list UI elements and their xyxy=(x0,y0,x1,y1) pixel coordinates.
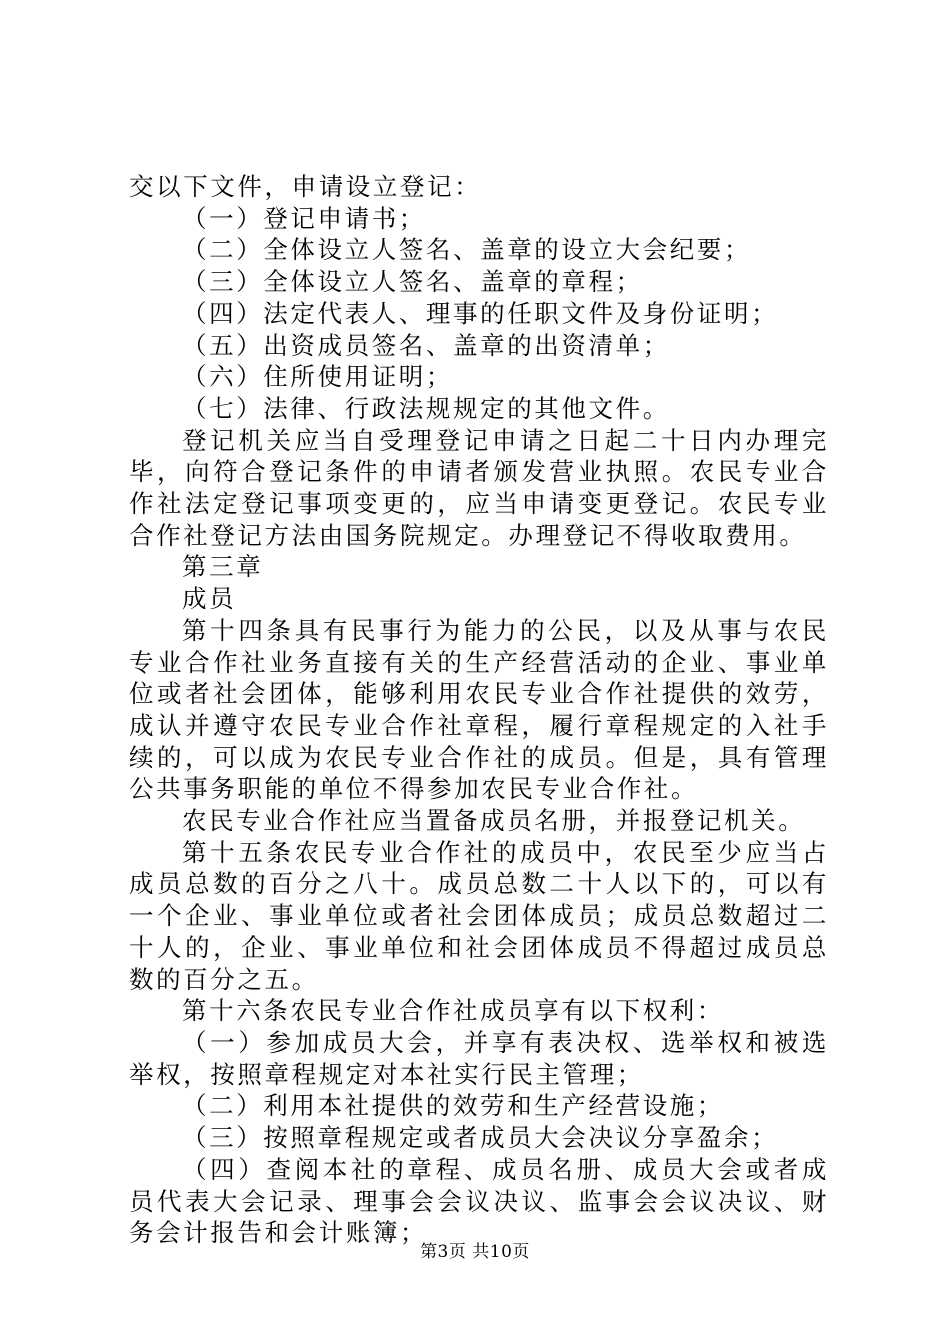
paragraph-6: （六）住所使用证明； xyxy=(182,362,453,392)
paragraph-13: 第十五条农民专业合作社的成员中，农民至少应当占成员总数的百分之八十。成员总数二十人以下的，可以有一个企业、事业单位或者社会团体成员；成员总数超过二十人的，企业、事业单位和社会团体成员不得超过成员总数的百分之五。 xyxy=(129,837,829,994)
page-number-label: 第3页 共10页 xyxy=(420,1242,530,1262)
paragraph-0: 交以下文件，申请设立登记： xyxy=(129,172,482,201)
paragraph-17: （三）按照章程规定或者成员大会决议分享盈余； xyxy=(182,1123,779,1153)
chapter-title: 成员 xyxy=(182,584,237,614)
paragraph-18: （四）查阅本社的章程、成员名册、成员大会或者成员代表大会记录、理事会会议决议、监事会会议决议、财务会计报告和会计账簿； xyxy=(129,1154,829,1248)
paragraph-16: （二）利用本社提供的效劳和生产经营设施； xyxy=(182,1091,724,1121)
paragraph-3: （三）全体设立人签名、盖章的章程； xyxy=(182,267,643,297)
paragraph-1: （一）登记申请书； xyxy=(182,203,426,233)
paragraph-5: （五）出资成员签名、盖章的出资清单； xyxy=(182,330,670,360)
paragraph-15: （一）参加成员大会，并享有表决权、选举权和被选举权，按照章程规定对本社实行民主管理； xyxy=(129,1027,829,1089)
paragraph-14: 第十六条农民专业合作社成员享有以下权利： xyxy=(182,996,724,1026)
paragraph-12: 农民专业合作社应当置备成员名册，并报登记机关。 xyxy=(182,806,806,836)
paragraph-11: 第十四条具有民事行为能力的公民，以及从事与农民专业合作社业务直接有关的生产经营活动的企业、事业单位或者社会团体，能够利用农民专业合作社提供的效劳，成认并遵守农民专业合作社章程，履行章程规定的入社手续的，可以成为农民专业合作社的成员。但是，具有管理公共事务职能的单位不得参加农民专业合作社。 xyxy=(129,615,829,804)
chapter-heading: 第三章 xyxy=(182,552,264,582)
paragraph-8: 登记机关应当自受理登记申请之日起二十日内办理完毕，向符合登记条件的申请者颁发营业执照。农民专业合作社法定登记事项变更的，应当申请变更登记。农民专业合作社登记方法由国务院规定。办理登记不得收取费用。 xyxy=(129,425,829,550)
paragraph-7: （七）法律、行政法规规定的其他文件。 xyxy=(182,393,670,423)
paragraph-4: （四）法定代表人、理事的任职文件及身份证明； xyxy=(182,298,779,328)
page-footer xyxy=(0,1241,950,1263)
document-body xyxy=(129,171,829,1249)
paragraph-2: （二）全体设立人签名、盖章的设立大会纪要； xyxy=(182,235,752,265)
